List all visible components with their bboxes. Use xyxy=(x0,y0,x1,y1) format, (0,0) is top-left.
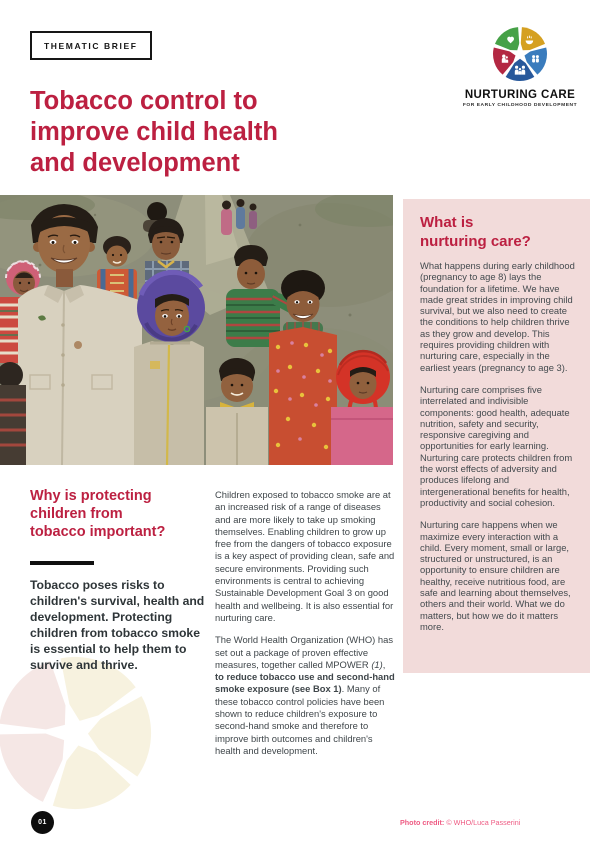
section-heading-line: tobacco important? xyxy=(30,524,166,540)
photo-credit-value: © WHO/Luca Passerini xyxy=(444,818,521,827)
sidebar-heading xyxy=(420,214,575,251)
sidebar-paragraph: What happens during early childhood (pregnancy to age 8) lays the foundation for a lifetime. We have made great strides in improving child survival, but we also need to create the conditions to help children thrive as they grow and develop. This requires providing children with nurturing care, especially in the earliest years (pregnancy to age 3). xyxy=(420,260,575,373)
logo-name: NURTURING CARE xyxy=(464,89,576,101)
body-paragraph: Children exposed to tobacco smoke are at an increased risk of a range of diseases and are more likely to take up smoking themselves. Enabling children to grow up free from the dangers of tobacco exposure is a key aspect of providing clean, safe and secure environments. Providing such environments is central to achieving Sustainable Development Goal 3 on good health and wellbeing. It is also essential for nurturing care. xyxy=(215,489,395,623)
body-text-column xyxy=(215,489,396,767)
page-title xyxy=(30,86,310,179)
hero-photo-children xyxy=(0,195,393,465)
page-title-line: improve child health xyxy=(30,118,278,146)
page-title-line: and development xyxy=(30,149,240,177)
section-lead-text: Tobacco poses risks to children's survival, health and development. Protecting children from tobacco smoke is essential to help them to survive and thrive. xyxy=(30,578,205,672)
photo-credit-label: Photo credit: xyxy=(400,818,445,827)
nurturing-care-sidebar xyxy=(403,199,590,673)
nurturing-care-flower-icon xyxy=(491,24,549,84)
body-text-segment: . Many of these tobacco control policies have been shown to reduce children's exposure to second-hand smoke and therefore to improve birth outcomes and children's health and development. xyxy=(215,683,385,756)
body-text-emphasis: to reduce tobacco use and second-hand smoke exposure (see Box 1) xyxy=(215,671,395,695)
sidebar-paragraph: Nurturing care comprises five interrelated and indivisible components: good health, adequate nutrition, safety and security, responsive caregiving and opportunities for early learning. Nurturing care protects children from the worst effects of adversity and produces lifelong and intergenerational benefits for health, productivity and social cohesion. xyxy=(420,383,573,508)
section-heading xyxy=(30,487,208,541)
sidebar-heading-line: nurturing care? xyxy=(420,232,531,250)
page-number-badge: 01 xyxy=(31,811,54,834)
page-title-line: Tobacco control to xyxy=(30,87,258,115)
section-heading-line: children from xyxy=(30,506,123,522)
section-divider xyxy=(30,561,94,565)
nurturing-care-logo xyxy=(452,24,588,108)
body-text-segment: The World Health Organization (WHO) has set out a package of proven effective measures, together called MPOWER xyxy=(215,634,394,670)
photo-credit xyxy=(400,818,520,827)
sidebar-paragraph: Nurturing care happens when we maximize every interaction with a child. Every moment, small or large, structured or unstructured, is an opportunity to ensure children are healthy, receive nutritious food, are safe and learning about themselves, others and their world. What we do matters, but how we do it matters more. xyxy=(420,519,571,632)
logo-tagline: FOR EARLY CHILDHOOD DEVELOPMENT xyxy=(462,103,578,108)
thematic-brief-badge: THEMATIC BRIEF xyxy=(30,31,152,60)
sidebar-heading-line: What is xyxy=(420,214,474,231)
why-protecting-section xyxy=(30,487,208,673)
reference-marker: (1) xyxy=(371,658,383,670)
body-text-segment: , xyxy=(382,658,386,670)
body-paragraph xyxy=(215,634,396,757)
section-heading-line: Why is protecting xyxy=(30,488,152,504)
